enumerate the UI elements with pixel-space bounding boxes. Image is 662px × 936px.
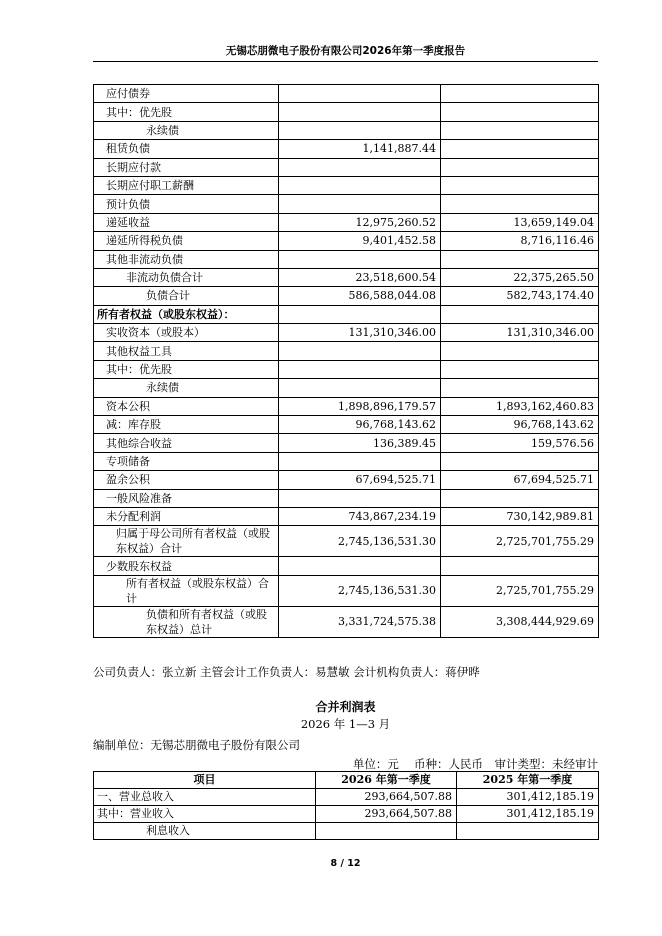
report-header: 无锡芯朋微电子股份有限公司2026年第一季度报告 [225, 45, 466, 57]
table-row [94, 287, 599, 305]
table-row [94, 806, 599, 823]
value-2026: 293,664,507.88 [316, 806, 457, 823]
value-2026: 67,694,525.71 [279, 471, 441, 489]
row-label: 预计负债 [94, 195, 279, 213]
value-2025 [441, 103, 599, 121]
table-row [94, 176, 599, 194]
value-2026 [279, 103, 441, 121]
income-statement-table [93, 771, 599, 840]
value-2026: 96,768,143.62 [279, 416, 441, 434]
table-row [94, 507, 599, 525]
value-2026 [279, 195, 441, 213]
row-label: 所有者权益（或股东权益）合计 [94, 575, 279, 606]
income-statement-title: 合并利润表 [315, 700, 376, 714]
income-statement-period: 2026 年 1—3 月 [300, 717, 391, 731]
value-2026 [279, 360, 441, 378]
value-2025: 22,375,265.50 [441, 268, 599, 286]
value-2026 [279, 85, 441, 103]
table-row [94, 489, 599, 507]
value-2025 [441, 557, 599, 575]
table-row [94, 195, 599, 213]
value-2025: 159,576.56 [441, 434, 599, 452]
currency-unit-line: 单位：元 币种：人民币 审计类型：未经审计 [352, 757, 598, 771]
row-label: 永续债 [94, 379, 279, 397]
value-2025: 582,743,174.40 [441, 287, 599, 305]
value-2025 [441, 452, 599, 470]
table-row [94, 360, 599, 378]
table-row [94, 324, 599, 342]
row-label: 资本公积 [94, 397, 279, 415]
row-label: 非流动负债合计 [94, 268, 279, 286]
value-2026 [279, 250, 441, 268]
value-2026 [279, 489, 441, 507]
value-2026: 293,664,507.88 [316, 789, 457, 806]
row-label: 递延所得税负债 [94, 232, 279, 250]
value-2025: 2,725,701,755.29 [441, 526, 599, 557]
value-2025 [441, 360, 599, 378]
row-label: 专项储备 [94, 452, 279, 470]
value-2026: 2,745,136,531.30 [279, 526, 441, 557]
row-label: 递延收益 [94, 213, 279, 231]
row-label: 所有者权益（或股东权益）： [94, 305, 279, 323]
row-label: 其中：优先股 [94, 103, 279, 121]
value-2025: 8,716,116.46 [441, 232, 599, 250]
table-row [94, 268, 599, 286]
value-2026: 586,588,044.08 [279, 287, 441, 305]
value-2026 [279, 557, 441, 575]
value-2025 [441, 158, 599, 176]
row-label: 盈余公积 [94, 471, 279, 489]
table-row [94, 416, 599, 434]
row-label: 应付债券 [94, 85, 279, 103]
value-2025: 1,893,162,460.83 [441, 397, 599, 415]
row-label: 减：库存股 [94, 416, 279, 434]
row-label: 其中：营业收入 [94, 806, 316, 823]
table-row [94, 121, 599, 139]
value-2026: 743,867,234.19 [279, 507, 441, 525]
column-header-2026: 2026 年第一季度 [316, 772, 457, 789]
value-2025: 2,725,701,755.29 [441, 575, 599, 606]
value-2026 [279, 305, 441, 323]
table-row [94, 158, 599, 176]
row-label: 其他综合收益 [94, 434, 279, 452]
value-2025: 67,694,525.71 [441, 471, 599, 489]
value-2025 [441, 379, 599, 397]
row-label: 少数股东权益 [94, 557, 279, 575]
table-row [94, 213, 599, 231]
value-2025: 730,142,989.81 [441, 507, 599, 525]
value-2026: 23,518,600.54 [279, 268, 441, 286]
table-row [94, 103, 599, 121]
value-2026: 1,898,896,179.57 [279, 397, 441, 415]
value-2026 [279, 342, 441, 360]
row-label: 负债和所有者权益（或股东权益）总计 [94, 606, 279, 637]
value-2025 [441, 305, 599, 323]
table-row [94, 471, 599, 489]
table-row [94, 232, 599, 250]
table-row [94, 250, 599, 268]
row-label: 永续债 [94, 121, 279, 139]
table-row [94, 342, 599, 360]
value-2025: 3,308,444,929.69 [441, 606, 599, 637]
value-2025 [441, 176, 599, 194]
value-2026 [279, 452, 441, 470]
value-2025 [441, 489, 599, 507]
table-row [94, 397, 599, 415]
row-label: 一般风险准备 [94, 489, 279, 507]
value-2025 [441, 342, 599, 360]
table-row [94, 140, 599, 158]
table-row [94, 823, 599, 840]
value-2026: 3,331,724,575.38 [279, 606, 441, 637]
header-divider [93, 61, 598, 62]
table-row [94, 434, 599, 452]
table-row [94, 575, 599, 606]
table-row [94, 85, 599, 103]
column-header-item: 项目 [94, 772, 316, 789]
value-2025: 131,310,346.00 [441, 324, 599, 342]
value-2026: 12,975,260.52 [279, 213, 441, 231]
value-2026 [316, 823, 457, 840]
row-label: 未分配利润 [94, 507, 279, 525]
table-row [94, 526, 599, 557]
value-2025 [457, 823, 599, 840]
value-2025 [441, 250, 599, 268]
value-2026: 9,401,452.58 [279, 232, 441, 250]
row-label: 一、营业总收入 [94, 789, 316, 806]
value-2025 [441, 121, 599, 139]
row-label: 其中：优先股 [94, 360, 279, 378]
value-2025: 13,659,149.04 [441, 213, 599, 231]
balance-sheet-table [93, 84, 599, 638]
value-2025 [441, 195, 599, 213]
value-2025: 301,412,185.19 [457, 789, 599, 806]
value-2025: 301,412,185.19 [457, 806, 599, 823]
table-header-row [94, 772, 599, 789]
table-row [94, 557, 599, 575]
value-2025 [441, 140, 599, 158]
table-row [94, 379, 599, 397]
value-2026 [279, 176, 441, 194]
row-label: 归属于母公司所有者权益（或股东权益）合计 [94, 526, 279, 557]
table-row [94, 452, 599, 470]
table-row [94, 606, 599, 637]
row-label: 租赁负债 [94, 140, 279, 158]
value-2026 [279, 379, 441, 397]
column-header-2025: 2025 年第一季度 [457, 772, 599, 789]
value-2026: 2,745,136,531.30 [279, 575, 441, 606]
row-label: 其他权益工具 [94, 342, 279, 360]
row-label: 利息收入 [94, 823, 316, 840]
table-row [94, 305, 599, 323]
value-2026: 131,310,346.00 [279, 324, 441, 342]
preparing-company: 编制单位：无锡芯朋微电子股份有限公司 [93, 738, 300, 752]
row-label: 实收资本（或股本） [94, 324, 279, 342]
value-2025: 96,768,143.62 [441, 416, 599, 434]
value-2025 [441, 85, 599, 103]
table-row [94, 789, 599, 806]
page-number: 8 / 12 [330, 858, 361, 869]
signature-line: 公司负责人：张立新 主管会计工作负责人：易慧敏 会计机构负责人：蒋伊晔 [93, 665, 480, 679]
row-label: 其他非流动负债 [94, 250, 279, 268]
row-label: 长期应付职工薪酬 [94, 176, 279, 194]
value-2026 [279, 121, 441, 139]
value-2026: 1,141,887.44 [279, 140, 441, 158]
row-label: 负债合计 [94, 287, 279, 305]
value-2026 [279, 158, 441, 176]
value-2026: 136,389.45 [279, 434, 441, 452]
row-label: 长期应付款 [94, 158, 279, 176]
